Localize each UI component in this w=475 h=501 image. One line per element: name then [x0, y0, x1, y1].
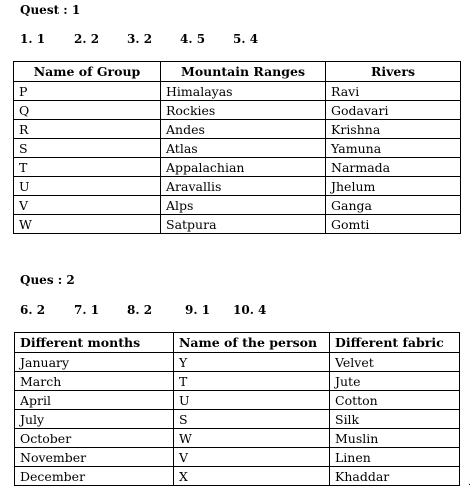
mountains-rivers-table	[13, 61, 461, 234]
answer-item: 6. 2	[20, 303, 46, 317]
table-cell: W	[14, 215, 161, 234]
table-row	[14, 101, 461, 120]
table-row	[14, 177, 461, 196]
column-header: Mountain Ranges	[161, 62, 326, 82]
table-row	[15, 391, 460, 410]
table-cell: November	[15, 448, 174, 467]
table-cell: Appalachian	[161, 158, 326, 177]
table-cell: W	[174, 429, 330, 448]
table-cell: Linen	[330, 448, 460, 467]
table-cell: Q	[14, 101, 161, 120]
column-header: Name of Group	[14, 62, 161, 82]
table-row	[15, 410, 460, 429]
table-cell: V	[14, 196, 161, 215]
column-header: Different fabric	[330, 333, 460, 353]
table-cell: Krishna	[326, 120, 461, 139]
column-header: Different months	[15, 333, 174, 353]
table-header-row	[15, 333, 460, 353]
table-cell: U	[174, 391, 330, 410]
table-cell: R	[14, 120, 161, 139]
stray-mark: .	[468, 478, 471, 488]
answer-item: 4. 5	[180, 32, 206, 46]
table-row	[15, 467, 460, 486]
table-cell: Rockies	[161, 101, 326, 120]
table-row	[15, 372, 460, 391]
table-cell: Muslin	[330, 429, 460, 448]
table-cell: Godavari	[326, 101, 461, 120]
table-cell: Ganga	[326, 196, 461, 215]
column-header: Name of the person	[174, 333, 330, 353]
table-cell: July	[15, 410, 174, 429]
table-row	[14, 82, 461, 101]
table-row	[15, 353, 460, 372]
table-cell: Atlas	[161, 139, 326, 158]
question-2-heading: Ques : 2	[20, 273, 75, 287]
table-cell: Gomti	[326, 215, 461, 234]
table-cell: X	[174, 467, 330, 486]
table-cell: Alps	[161, 196, 326, 215]
table-row	[15, 448, 460, 467]
table-cell: Narmada	[326, 158, 461, 177]
answer-item: 10. 4	[233, 303, 267, 317]
answer-item: 3. 2	[127, 32, 153, 46]
table-cell: Silk	[330, 410, 460, 429]
answer-item: 1. 1	[20, 32, 46, 46]
answer-item: 2. 2	[74, 32, 100, 46]
table-cell: T	[14, 158, 161, 177]
table-cell: U	[14, 177, 161, 196]
answer-item: 7. 1	[74, 303, 100, 317]
table-row	[14, 215, 461, 234]
table-cell: S	[174, 410, 330, 429]
table-cell: Andes	[161, 120, 326, 139]
table-cell: Velvet	[330, 353, 460, 372]
table-cell: Ravi	[326, 82, 461, 101]
table-cell: V	[174, 448, 330, 467]
table-cell: P	[14, 82, 161, 101]
table-cell: October	[15, 429, 174, 448]
column-header: Rivers	[326, 62, 461, 82]
table-cell: Jute	[330, 372, 460, 391]
table-cell: December	[15, 467, 174, 486]
table-cell: Cotton	[330, 391, 460, 410]
question-1-answers	[20, 32, 320, 46]
table-row	[14, 158, 461, 177]
answer-item: 9. 1	[185, 303, 211, 317]
table-cell: Yamuna	[326, 139, 461, 158]
table-cell: March	[15, 372, 174, 391]
table-cell: T	[174, 372, 330, 391]
table-row	[14, 196, 461, 215]
answer-item: 5. 4	[233, 32, 259, 46]
table-cell: Himalayas	[161, 82, 326, 101]
table-header-row	[14, 62, 461, 82]
table-cell: Jhelum	[326, 177, 461, 196]
months-fabric-table	[14, 332, 460, 486]
table-cell: April	[15, 391, 174, 410]
table-cell: Khaddar	[330, 467, 460, 486]
question-2-answers	[20, 303, 320, 317]
table-cell: Satpura	[161, 215, 326, 234]
table-row	[14, 139, 461, 158]
table-row	[14, 120, 461, 139]
table-cell: January	[15, 353, 174, 372]
table-cell: S	[14, 139, 161, 158]
table-cell: Y	[174, 353, 330, 372]
table-cell: Aravallis	[161, 177, 326, 196]
question-1-heading: Quest : 1	[20, 3, 81, 17]
table-row	[15, 429, 460, 448]
answer-item: 8. 2	[127, 303, 153, 317]
